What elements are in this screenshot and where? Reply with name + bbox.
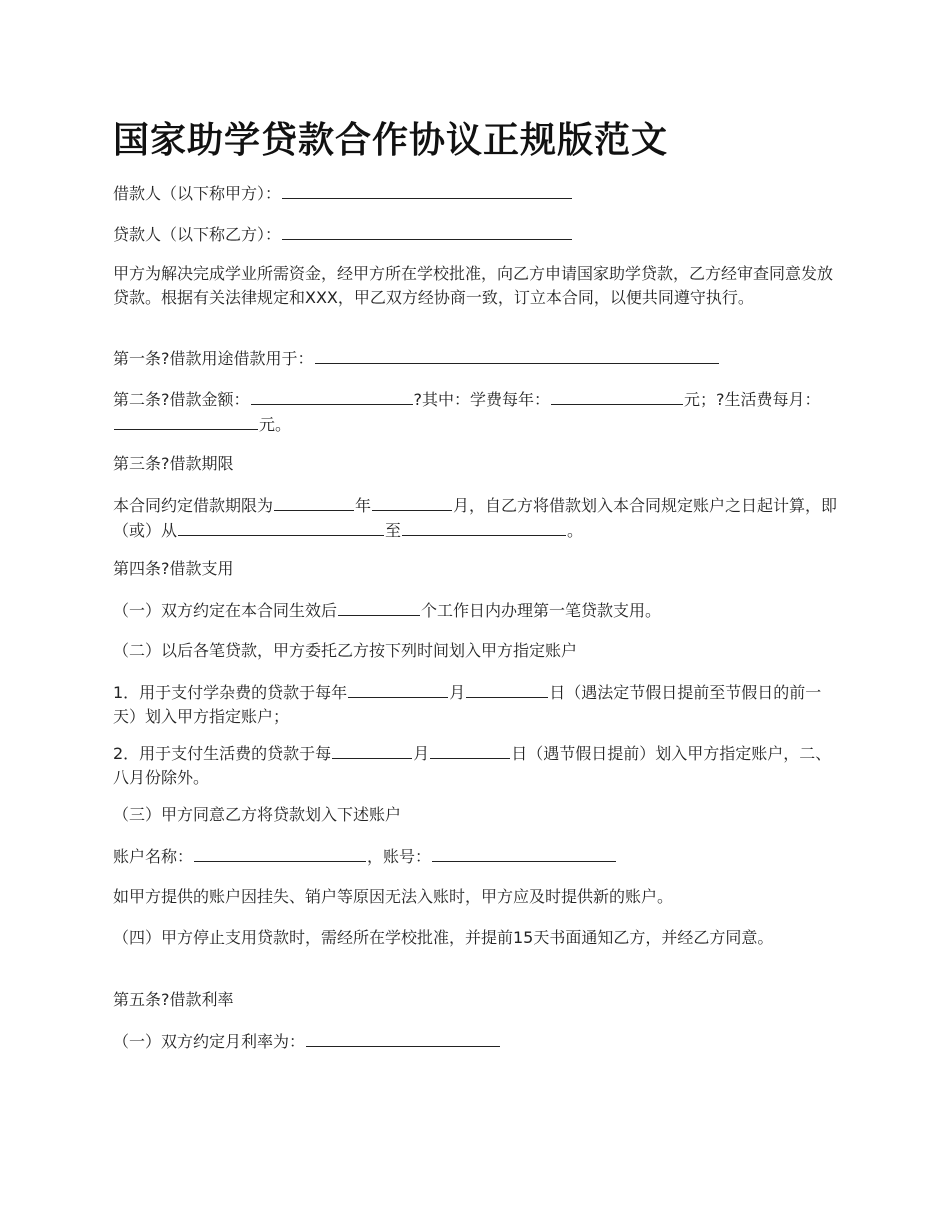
living-day-blank[interactable] [430,741,510,759]
start-date-blank[interactable] [178,518,384,536]
item-2-tail: 日（遇节假日提前）划入甲方指定账户，二、八月份除外。 [113,744,832,787]
article-4-clause-4: （四）甲方停止支用贷款时，需经所在学校批准，并提前15天书面通知乙方，并经乙方同意。 [113,928,774,947]
clause-1-label: （一）双方约定在本合同生效后 [113,601,338,620]
term-start-text: 月，自乙方将借款划入本合同规定账户之日起计算，即（或）从 [113,496,838,540]
tuition-day-blank[interactable] [466,680,548,698]
account-name-label: 账户名称： [113,847,194,866]
tuition-label: ?其中：学费每年： [413,390,550,409]
to-text: 至 [385,521,402,540]
lender-blank[interactable] [282,222,572,240]
term-months-blank[interactable] [372,493,452,511]
year-text: 年 [355,496,372,515]
working-days-blank[interactable] [338,598,420,616]
living-label: 元；?生活费每月： [684,390,821,409]
tuition-month-blank[interactable] [348,680,448,698]
article-2-label: 第二条?借款金额： [113,390,250,409]
article-1 [113,346,843,371]
item-1-tail: 日（遇法定节假日提前至节假日的前一天）划入甲方指定账户； [113,683,822,726]
interest-rate-blank[interactable] [306,1029,500,1047]
item-2 [113,741,843,790]
item-2-label: 2．用于支付生活费的贷款于每 [113,744,332,763]
borrower-line [113,181,843,206]
month-text: 月 [413,744,430,763]
account-change-note: 如甲方提供的账户因挂失、销户等原因无法入账时，甲方应及时提供新的账户。 [113,887,674,906]
document-title: 国家助学贷款合作协议正规版范文 [113,120,669,161]
term-label: 本合同约定借款期限为 [113,496,274,515]
article-1-label: 第一条?借款用途借款用于： [113,349,314,368]
loan-amount-blank[interactable] [251,387,413,405]
month-text: 月 [449,683,466,702]
living-blank[interactable] [114,412,258,430]
yuan-text: 元。 [259,415,292,434]
item-1 [113,680,843,729]
borrower-label: 借款人（以下称甲方）： [113,184,282,203]
lender-label: 贷款人（以下称乙方）： [113,225,282,244]
article-5-title: 第五条?借款利率 [113,990,234,1009]
article-4-clause-2: （二）以后各笔贷款，甲方委托乙方按下列时间划入甲方指定账户 [113,641,578,660]
end-date-blank[interactable] [402,518,566,536]
loan-purpose-blank[interactable] [315,346,719,364]
article-3-title: 第三条?借款期限 [113,454,234,473]
article-4-clause-3: （三）甲方同意乙方将贷款划入下述账户 [113,805,402,824]
borrower-blank[interactable] [282,181,572,199]
intro-paragraph: 甲方为解决完成学业所需资金，经甲方所在学校批准，向乙方申请国家助学贷款，乙方经审查同意发放贷款。根据有关法律规定和XXX，甲乙双方经协商一致，订立本合同，以便共同遵守执行。 [113,264,834,307]
lender-line [113,222,843,247]
article-5-clause-1 [113,1029,843,1054]
article-4-title: 第四条?借款支用 [113,559,234,578]
term-years-blank[interactable] [274,493,354,511]
tuition-blank[interactable] [551,387,683,405]
account-number-blank[interactable] [432,844,616,862]
article-3-body [113,493,843,543]
article-4-clause-1 [113,598,843,623]
item-1-label: 1．用于支付学杂费的贷款于每年 [113,683,348,702]
living-month-blank[interactable] [332,741,412,759]
clause-1-tail: 个工作日内办理第一笔贷款支用。 [421,601,662,620]
account-number-label: ，账号： [367,847,432,866]
account-name-blank[interactable] [194,844,366,862]
period-text: 。 [567,521,584,540]
interest-rate-label: （一）双方约定月利率为： [113,1032,306,1051]
account-line [113,844,843,869]
article-2 [113,387,843,437]
